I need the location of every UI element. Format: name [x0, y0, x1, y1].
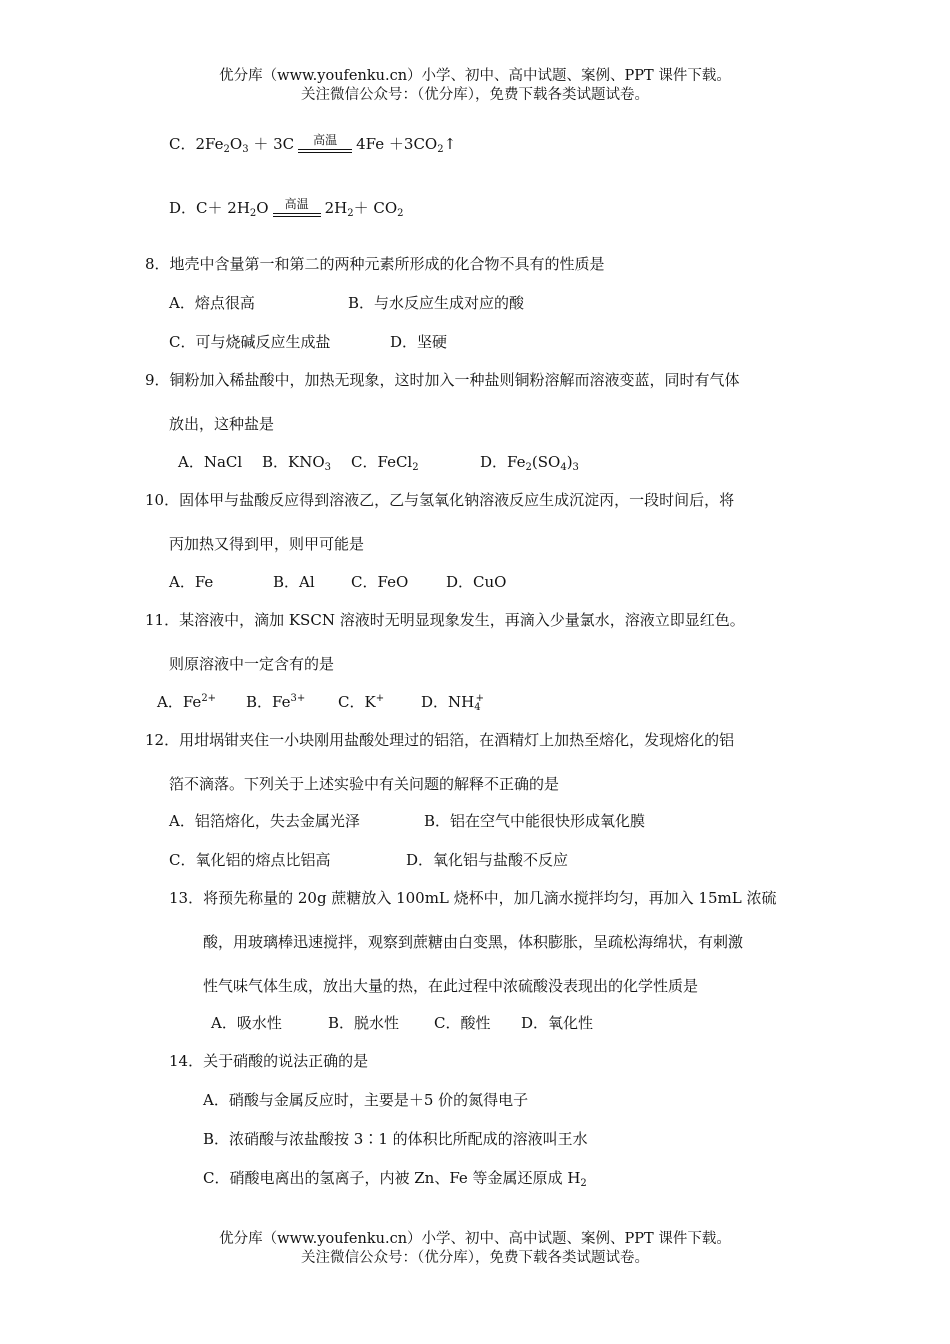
q11-option-c: C．K+: [338, 693, 385, 711]
q13-stem-line-1: 13．将预先称量的 20g 蔗糖放入 100mL 烧杯中，加几滴水搅拌均匀，再加入 15mL 浓硫: [169, 889, 777, 907]
q9-stem-line-1: 9．铜粉加入稀盐酸中，加热无现象，这时加入一种盐则铜粉溶解而溶液变蓝，同时有气体: [145, 371, 740, 389]
q9-option-a: A．NaCl: [178, 453, 243, 471]
reaction-condition: 高温: [273, 198, 321, 218]
q13-stem-line-2: 酸，用玻璃棒迅速搅拌，观察到蔗糖由白变黑，体积膨胀，呈疏松海绵状，有刺激: [203, 933, 744, 951]
q13-option-a: A．吸水性: [211, 1014, 282, 1032]
q13-option-b: B．脱水性: [328, 1014, 400, 1032]
q13-option-c: C．酸性: [434, 1014, 491, 1032]
q11-stem-line-2: 则原溶液中一定含有的是: [169, 655, 335, 673]
q10-stem-line-1: 10．固体甲与盐酸反应得到溶液乙，乙与氢氧化钠溶液反应生成沉淀丙，一段时间后，将: [145, 491, 735, 509]
q8-option-d: D．坚硬: [390, 333, 448, 351]
footer-line-2: 关注微信公众号：（优分库），免费下载各类试题试卷。: [301, 1250, 649, 1266]
q7-option-c: C．$2Fe_2O_3 + 3C$ 高温 $4Fe +3CO_2↑$: [169, 133, 457, 155]
q10-option-a: A．Fe: [169, 573, 214, 591]
q12-option-d: D．氧化铝与盐酸不反应: [406, 851, 569, 869]
q13-option-d: D．氧化性: [521, 1014, 594, 1032]
footer-line-1: 优分库（www.youfenku.cn）小学、初中、高中试题、案例、PPT 课件下载。: [219, 1231, 731, 1247]
header-line-2: 关注微信公众号：（优分库），免费下载各类试题试卷。: [301, 87, 649, 103]
q10-option-c: C．FeO: [351, 573, 409, 591]
q14-option-a: A．硝酸与金属反应时，主要是＋5 价的氮得电子: [203, 1091, 529, 1109]
q9-option-c: C．FeCl$_2$: [351, 453, 419, 473]
q8-option-a: A．熔点很高: [169, 294, 255, 312]
q12-stem-line-2: 箔不滴落。下列关于上述实验中有关问题的解释不正确的是: [169, 775, 560, 793]
q10-option-d: D．CuO: [446, 573, 507, 591]
q10-stem-line-2: 丙加热又得到甲，则甲可能是: [169, 535, 365, 553]
q14-option-b: B．浓硝酸与浓盐酸按 3∶1 的体积比所配成的溶液叫王水: [203, 1130, 588, 1148]
reaction-condition: 高温: [298, 134, 352, 154]
q12-stem-line-1: 12．用坩埚钳夹住一小块刚用盐酸处理过的铝箔，在酒精灯上加热至熔化，发现熔化的铝: [145, 731, 735, 749]
header-line-1: 优分库（www.youfenku.cn）小学、初中、高中试题、案例、PPT 课件下载。: [219, 68, 731, 84]
q12-option-b: B．铝在空气中能很快形成氧化膜: [424, 812, 646, 830]
q9-option-b: B．$KNO_3$: [262, 453, 332, 473]
q11-option-d: D．$NH_4^+$: [421, 693, 484, 713]
q11-stem-line-1: 11．某溶液中，滴加 KSCN 溶液时无明显现象发生，再滴入少量氯水，溶液立即显红色。: [145, 611, 745, 629]
q11-option-a: A．$Fe^{2+}$: [157, 693, 217, 711]
q10-option-b: B．Al: [273, 573, 315, 591]
q7-option-d: D．$C+ 2H_2O$ 高温 $2H_2+ CO_2$: [169, 197, 404, 219]
q9-option-d: D．$Fe_2(SO_4)_3$: [480, 453, 579, 473]
q8-option-b: B．与水反应生成对应的酸: [348, 294, 525, 312]
q13-stem-line-3: 性气味气体生成，放出大量的热，在此过程中浓硫酸没表现出的化学性质是: [203, 977, 699, 995]
q8-stem: 8．地壳中含量第一和第二的两种元素所形成的化合物不具有的性质是: [145, 255, 605, 273]
q14-stem: 14．关于硝酸的说法正确的是: [169, 1052, 369, 1070]
q8-option-c: C．可与烧碱反应生成盐: [169, 333, 331, 351]
q12-option-a: A．铝箔熔化，失去金属光泽: [169, 812, 360, 830]
q12-option-c: C．氧化铝的熔点比铝高: [169, 851, 331, 869]
q14-option-c: C．硝酸电离出的氢离子，内被 Zn、Fe 等金属还原成 $H_2$: [203, 1169, 587, 1189]
q9-stem-line-2: 放出，这种盐是: [169, 415, 275, 433]
q11-option-b: B．$Fe^{3+}$: [246, 693, 306, 711]
